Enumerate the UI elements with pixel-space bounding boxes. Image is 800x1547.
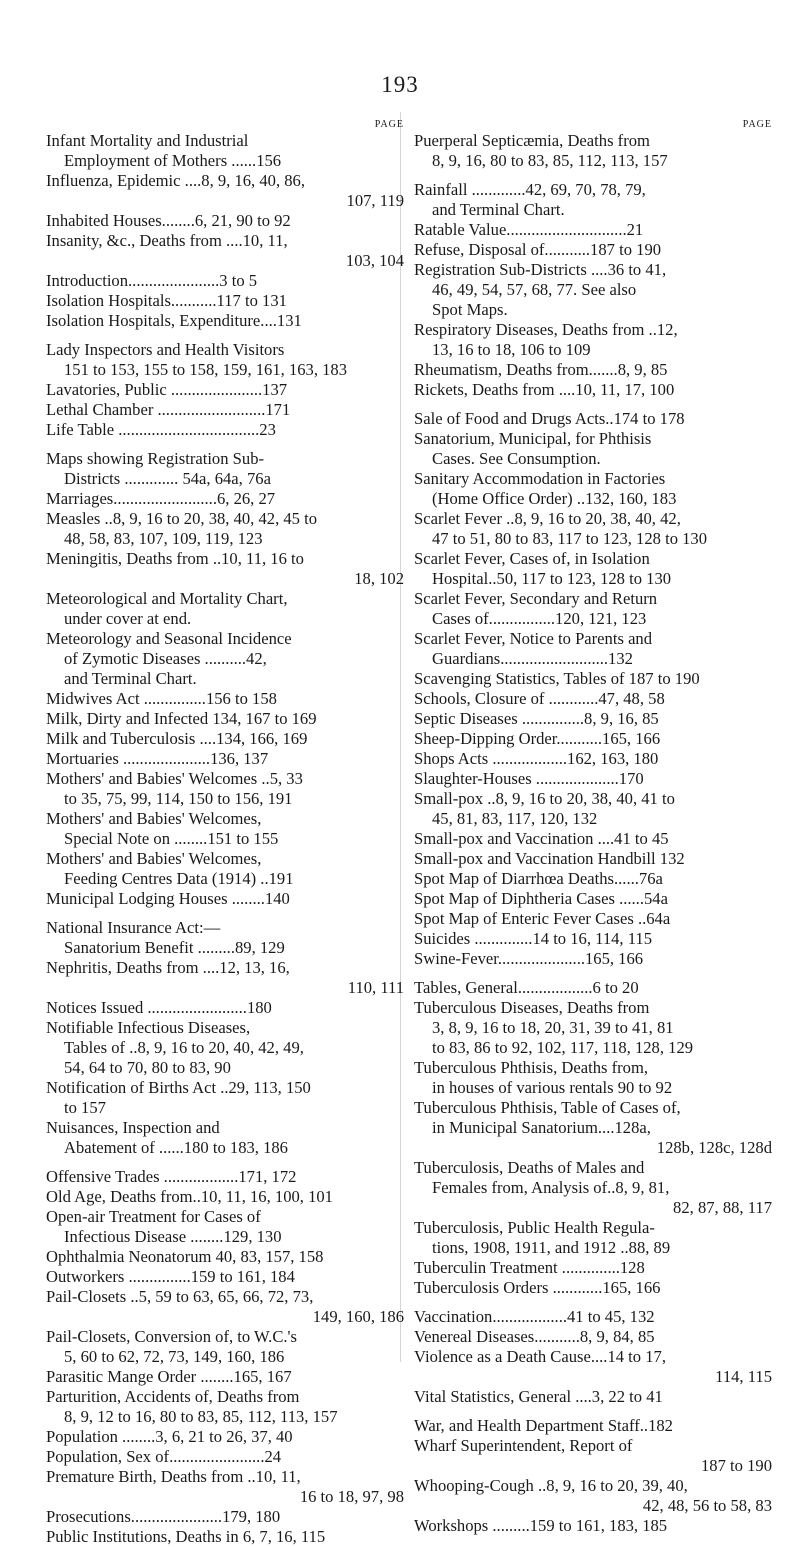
index-entry-heading: Registration Sub-Districts ....36 to 41, xyxy=(414,260,667,279)
index-entry xyxy=(414,1218,772,1258)
index-entry xyxy=(414,260,772,320)
index-entry-heading: Small-pox and Vaccination Handbill 132 xyxy=(414,849,685,868)
index-entry xyxy=(414,769,772,789)
index-entry-heading: Prosecutions......................179, 180 xyxy=(46,1507,281,1526)
index-entry-heading: Sheep-Dipping Order...........165, 166 xyxy=(414,729,661,748)
index-entry xyxy=(46,1527,404,1547)
index-entry-heading: Maps showing Registration Sub- xyxy=(46,449,265,468)
index-entry xyxy=(46,1187,404,1207)
index-entry-heading: Tuberculosis, Deaths of Males and xyxy=(414,1158,645,1177)
index-entry-heading: Slaughter-Houses ....................170 xyxy=(414,769,644,788)
page-number: 193 xyxy=(381,72,419,97)
index-entry-heading: Swine-Fever.....................165, 166 xyxy=(414,949,644,968)
index-entry xyxy=(46,958,404,998)
index-column-left xyxy=(46,118,404,1547)
index-entry-heading: Tuberculosis, Public Health Regula- xyxy=(414,1218,655,1237)
index-entry xyxy=(414,1098,772,1158)
index-entry xyxy=(414,220,772,240)
index-entry-continuation: 42, 48, 56 to 58, 83 xyxy=(642,1496,772,1515)
index-entry-continuation: and Terminal Chart. xyxy=(64,669,197,688)
index-entry xyxy=(414,1327,772,1347)
index-entry-heading: Mothers' and Babies' Welcomes, xyxy=(46,809,262,828)
index-entry-heading: Parasitic Mange Order ........165, 167 xyxy=(46,1367,292,1386)
index-entry-heading: Meteorological and Mortality Chart, xyxy=(46,589,288,608)
index-entry-heading: Vital Statistics, General ....3, 22 to 41 xyxy=(414,1387,663,1406)
index-entry xyxy=(46,809,404,849)
index-entry-heading: Workshops .........159 to 161, 183, 185 xyxy=(414,1516,668,1535)
index-entry xyxy=(46,998,404,1018)
index-entry xyxy=(414,1416,772,1436)
index-entry-heading: Refuse, Disposal of...........187 to 190 xyxy=(414,240,662,259)
index-entry-heading: Population, Sex of.......................24 xyxy=(46,1447,282,1466)
index-entry xyxy=(46,1287,404,1327)
index-entry xyxy=(46,131,404,171)
index-entry xyxy=(414,669,772,689)
index-entry-heading: Mortuaries .....................136, 137 xyxy=(46,749,269,768)
index-entry-heading: Wharf Superintendent, Report of xyxy=(414,1436,633,1455)
index-entry xyxy=(46,1118,404,1158)
index-entry-heading: Rainfall .............42, 69, 70, 78, 79, xyxy=(414,180,646,199)
index-entry-continuation: 128b, 128c, 128d xyxy=(656,1138,772,1157)
index-entry xyxy=(414,1058,772,1098)
index-entry-continuation: Tables of ..8, 9, 16 to 20, 40, 42, 49, xyxy=(64,1038,304,1057)
index-entry-continuation: Females from, Analysis of..8, 9, 81, xyxy=(432,1178,670,1197)
index-entry-continuation: Feeding Centres Data (1914) ..191 xyxy=(64,869,294,888)
index-entry xyxy=(414,629,772,669)
index-entry-heading: Old Age, Deaths from..10, 11, 16, 100, 101 xyxy=(46,1187,333,1206)
index-entry xyxy=(414,749,772,769)
index-entry xyxy=(414,1307,772,1327)
index-entry xyxy=(414,1516,772,1536)
index-entry-heading: War, and Health Department Staff..182 xyxy=(414,1416,673,1435)
index-entry xyxy=(414,1387,772,1407)
index-entry-heading: Schools, Closure of ............47, 48, 58 xyxy=(414,689,665,708)
index-entry-heading: Milk, Dirty and Infected 134, 167 to 169 xyxy=(46,709,317,728)
index-entry-continuation: in Municipal Sanatorium....128a, xyxy=(432,1118,651,1137)
index-entry-continuation: 110, 111 xyxy=(347,978,404,997)
index-entry xyxy=(46,1167,404,1187)
index-entry-heading: Vaccination..................41 to 45, 132 xyxy=(414,1307,655,1326)
index-entry-heading: Scarlet Fever, Secondary and Return xyxy=(414,589,658,608)
index-entry-heading: Rheumatism, Deaths from.......8, 9, 85 xyxy=(414,360,668,379)
index-entry xyxy=(46,629,404,689)
index-entry-heading: Isolation Hospitals, Expenditure....131 xyxy=(46,311,302,330)
index-entry xyxy=(414,509,772,549)
index-entry-continuation: Infectious Disease ........129, 130 xyxy=(64,1227,282,1246)
index-entry xyxy=(46,489,404,509)
index-entry xyxy=(414,1158,772,1218)
index-entry-continuation: 151 to 153, 155 to 158, 159, 161, 163, 183 xyxy=(64,360,348,379)
index-entry-heading: Small-pox ..8, 9, 16 to 20, 38, 40, 41 to xyxy=(414,789,675,808)
index-entry xyxy=(46,729,404,749)
index-entry-continuation: Spot Maps. xyxy=(432,300,508,319)
index-entry-heading: Public Institutions, Deaths in 6, 7, 16, 115 xyxy=(46,1527,326,1546)
index-entry-continuation: in houses of various rentals 90 to 92 xyxy=(432,1078,673,1097)
index-entry xyxy=(46,340,404,380)
index-entry-continuation: Abatement of ......180 to 183, 186 xyxy=(64,1138,288,1157)
index-entry xyxy=(414,889,772,909)
index-entry xyxy=(46,1078,404,1118)
index-entry xyxy=(46,420,404,440)
index-entry-continuation: 107, 119 xyxy=(346,191,404,210)
index-entry xyxy=(46,1018,404,1078)
index-entry-heading: Spot Map of Enteric Fever Cases ..64a xyxy=(414,909,671,928)
index-column-right xyxy=(414,118,772,1536)
index-entry-heading: Parturition, Accidents of, Deaths from xyxy=(46,1387,300,1406)
index-entry-continuation: and Terminal Chart. xyxy=(432,200,565,219)
index-entry xyxy=(414,909,772,929)
index-entry-continuation: 47 to 51, 80 to 83, 117 to 123, 128 to 130 xyxy=(432,529,708,548)
index-entry xyxy=(46,449,404,489)
index-entry-heading: Notification of Births Act ..29, 113, 150 xyxy=(46,1078,311,1097)
index-entry-continuation: under cover at end. xyxy=(64,609,192,628)
index-entry-continuation: Guardians..........................132 xyxy=(432,649,633,668)
index-entry xyxy=(46,1427,404,1447)
index-entry-continuation: 16 to 18, 97, 98 xyxy=(299,1487,404,1506)
index-entry-continuation: of Zymotic Diseases ..........42, xyxy=(64,649,267,668)
index-entry xyxy=(46,400,404,420)
index-entry-continuation: Sanatorium Benefit .........89, 129 xyxy=(64,938,285,957)
index-entry xyxy=(414,380,772,400)
index-entry xyxy=(46,1387,404,1427)
index-entry-heading: Lavatories, Public ......................137 xyxy=(46,380,288,399)
index-entry xyxy=(46,291,404,311)
index-entry xyxy=(46,1367,404,1387)
index-entry-continuation: 18, 102 xyxy=(354,569,404,588)
index-entry-continuation: 149, 160, 186 xyxy=(312,1307,404,1326)
index-entry-heading: Marriages.........................6, 26, 27 xyxy=(46,489,276,508)
index-entry-continuation: to 35, 75, 99, 114, 150 to 156, 191 xyxy=(64,789,293,808)
index-entry-heading: Ophthalmia Neonatorum 40, 83, 157, 158 xyxy=(46,1247,324,1266)
index-entry-heading: Municipal Lodging Houses ........140 xyxy=(46,889,290,908)
index-entry xyxy=(414,1258,772,1278)
index-entry xyxy=(414,829,772,849)
index-entry xyxy=(46,1327,404,1367)
page-column-heading: PAGE xyxy=(742,119,772,130)
index-entry xyxy=(414,469,772,509)
index-entry-heading: Life Table ..................................23 xyxy=(46,420,276,439)
index-entry-heading: Infant Mortality and Industrial xyxy=(46,131,249,150)
index-entry-continuation: tions, 1908, 1911, and 1912 ..88, 89 xyxy=(432,1238,671,1257)
index-entry-heading: Suicides ..............14 to 16, 114, 115 xyxy=(414,929,652,948)
index-entry-heading: Outworkers ...............159 to 161, 184 xyxy=(46,1267,295,1286)
index-entry-heading: Tuberculous Phthisis, Table of Cases of, xyxy=(414,1098,681,1117)
index-entry xyxy=(414,429,772,469)
index-entry-continuation: 114, 115 xyxy=(715,1367,772,1386)
index-entry-heading: Tables, General..................6 to 20 xyxy=(414,978,639,997)
index-entry xyxy=(414,869,772,889)
index-entry-continuation: 5, 60 to 62, 72, 73, 149, 160, 186 xyxy=(64,1347,285,1366)
index-entry xyxy=(414,998,772,1058)
index-entry xyxy=(46,509,404,549)
index-entry xyxy=(414,1436,772,1476)
index-entry xyxy=(46,171,404,211)
index-entry-heading: Ratable Value.............................21 xyxy=(414,220,644,239)
index-entry xyxy=(414,929,772,949)
index-entry xyxy=(46,380,404,400)
index-entry xyxy=(46,889,404,909)
index-entry xyxy=(414,589,772,629)
index-entry-heading: Milk and Tuberculosis ....134, 166, 169 xyxy=(46,729,308,748)
index-entry-heading: Tuberculous Phthisis, Deaths from, xyxy=(414,1058,649,1077)
index-entry-heading: Tuberculous Diseases, Deaths from xyxy=(414,998,650,1017)
index-entry xyxy=(46,1447,404,1467)
index-entry-continuation: 13, 16 to 18, 106 to 109 xyxy=(432,340,591,359)
index-entry-heading: Sale of Food and Drugs Acts..174 to 178 xyxy=(414,409,685,428)
index-entry-heading: Puerperal Septicæmia, Deaths from xyxy=(414,131,650,150)
index-entry xyxy=(46,849,404,889)
index-entry-heading: Introduction......................3 to 5 xyxy=(46,271,258,290)
index-entry xyxy=(414,849,772,869)
index-entry xyxy=(46,918,404,958)
index-entry-continuation: 3, 8, 9, 16 to 18, 20, 31, 39 to 41, 81 xyxy=(432,1018,674,1037)
index-entry xyxy=(414,1278,772,1298)
index-entry-heading: Respiratory Diseases, Deaths from ..12, xyxy=(414,320,678,339)
index-entry-heading: Septic Diseases ...............8, 9, 16, 85 xyxy=(414,709,659,728)
index-entry-heading: Whooping-Cough ..8, 9, 16 to 20, 39, 40, xyxy=(414,1476,688,1495)
index-entry-heading: Spot Map of Diphtheria Cases ......54a xyxy=(414,889,668,908)
index-entry-heading: Sanitary Accommodation in Factories xyxy=(414,469,666,488)
index-entry xyxy=(46,769,404,809)
index-entry-heading: Notifiable Infectious Diseases, xyxy=(46,1018,251,1037)
index-entry xyxy=(414,689,772,709)
index-entry-continuation: 8, 9, 16, 80 to 83, 85, 112, 113, 157 xyxy=(432,151,668,170)
index-entry-heading: Isolation Hospitals...........117 to 131 xyxy=(46,291,287,310)
index-entry xyxy=(46,749,404,769)
index-entry-heading: Insanity, &c., Deaths from ....10, 11, xyxy=(46,231,288,250)
index-entry-heading: Scarlet Fever, Notice to Parents and xyxy=(414,629,653,648)
index-entry xyxy=(46,689,404,709)
index-entry xyxy=(46,211,404,231)
index-entry xyxy=(414,409,772,429)
index-entry xyxy=(46,1467,404,1507)
index-entry xyxy=(414,360,772,380)
index-entry xyxy=(46,589,404,629)
index-entry-continuation: Cases. See Consumption. xyxy=(432,449,601,468)
index-entry-continuation: to 157 xyxy=(64,1098,106,1117)
index-entry-heading: Offensive Trades ..................171, 172 xyxy=(46,1167,297,1186)
index-entry-continuation: Hospital..50, 117 to 123, 128 to 130 xyxy=(432,569,672,588)
index-entry-heading: Spot Map of Diarrhœa Deaths......76a xyxy=(414,869,663,888)
index-entry-heading: Population ........3, 6, 21 to 26, 37, 40 xyxy=(46,1427,293,1446)
index-entry xyxy=(46,1507,404,1527)
index-entry-heading: Notices Issued ........................180 xyxy=(46,998,272,1017)
index-entry-heading: Small-pox and Vaccination ....41 to 45 xyxy=(414,829,669,848)
index-entry xyxy=(46,1207,404,1247)
index-entry-heading: Open-air Treatment for Cases of xyxy=(46,1207,261,1226)
index-entry-heading: Mothers' and Babies' Welcomes, xyxy=(46,849,262,868)
index-entry-continuation: Cases of................120, 121, 123 xyxy=(432,609,647,628)
index-entry xyxy=(414,240,772,260)
index-entry-heading: Pail-Closets ..5, 59 to 63, 65, 66, 72, 73, xyxy=(46,1287,314,1306)
index-entry xyxy=(46,709,404,729)
index-entry-continuation: 48, 58, 83, 107, 109, 119, 123 xyxy=(64,529,263,548)
index-entry-continuation: 46, 49, 54, 57, 68, 77. See also xyxy=(432,280,637,299)
index-entry xyxy=(46,271,404,291)
index-entry-continuation: (Home Office Order) ..132, 160, 183 xyxy=(432,489,677,508)
index-entry xyxy=(414,1476,772,1516)
index-entry-continuation: Districts ............. 54a, 64a, 76a xyxy=(64,469,271,488)
index-entry-heading: Mothers' and Babies' Welcomes ..5, 33 xyxy=(46,769,303,788)
index-entry-continuation: to 83, 86 to 92, 102, 117, 118, 128, 129 xyxy=(432,1038,694,1057)
index-entry xyxy=(414,729,772,749)
index-entry xyxy=(414,1347,772,1387)
index-entry-heading: Scavenging Statistics, Tables of 187 to 190 xyxy=(414,669,700,688)
index-entry-continuation: 103, 104 xyxy=(345,251,404,270)
index-entry-heading: Inhabited Houses........6, 21, 90 to 92 xyxy=(46,211,291,230)
index-entry-heading: Pail-Closets, Conversion of, to W.C.'s xyxy=(46,1327,297,1346)
index-entries xyxy=(414,131,772,1536)
index-entry xyxy=(46,1247,404,1267)
index-entry xyxy=(46,231,404,271)
index-entry-continuation: Special Note on ........151 to 155 xyxy=(64,829,279,848)
index-entry-continuation: 187 to 190 xyxy=(701,1456,772,1475)
index-entry-continuation: 54, 64 to 70, 80 to 83, 90 xyxy=(64,1058,231,1077)
index-entry xyxy=(414,320,772,360)
index-entry-heading: Meningitis, Deaths from ..10, 11, 16 to xyxy=(46,549,304,568)
index-entry-heading: National Insurance Act:— xyxy=(46,918,221,937)
index-entry xyxy=(414,549,772,589)
index-entry xyxy=(414,789,772,829)
index-entry-heading: Lady Inspectors and Health Visitors xyxy=(46,340,285,359)
index-entry-continuation: 45, 81, 83, 117, 120, 132 xyxy=(432,809,598,828)
index-entry-heading: Lethal Chamber ..........................171 xyxy=(46,400,291,419)
index-entry-heading: Tuberculin Treatment ..............128 xyxy=(414,1258,645,1277)
index-entry xyxy=(414,978,772,998)
index-entry-heading: Venereal Diseases...........8, 9, 84, 85 xyxy=(414,1327,655,1346)
index-entry-heading: Nephritis, Deaths from ....12, 13, 16, xyxy=(46,958,290,977)
index-entry xyxy=(46,311,404,331)
index-entry-heading: Measles ..8, 9, 16 to 20, 38, 40, 42, 45 to xyxy=(46,509,318,528)
index-entry-heading: Premature Birth, Deaths from ..10, 11, xyxy=(46,1467,301,1486)
index-entry-continuation: 8, 9, 12 to 16, 80 to 83, 85, 112, 113, 157 xyxy=(64,1407,338,1426)
index-entry-heading: Influenza, Epidemic ....8, 9, 16, 40, 86, xyxy=(46,171,305,190)
index-entry-heading: Rickets, Deaths from ....10, 11, 17, 100 xyxy=(414,380,675,399)
index-entry-heading: Tuberculosis Orders ............165, 166 xyxy=(414,1278,661,1297)
index-entry-heading: Violence as a Death Cause....14 to 17, xyxy=(414,1347,666,1366)
index-entry-heading: Shops Acts ..................162, 163, 180 xyxy=(414,749,659,768)
index-entry-heading: Meteorology and Seasonal Incidence xyxy=(46,629,292,648)
index-entry-heading: Scarlet Fever ..8, 9, 16 to 20, 38, 40, 42, xyxy=(414,509,681,528)
index-entry xyxy=(414,949,772,969)
index-entry xyxy=(414,180,772,220)
index-entry xyxy=(414,709,772,729)
page-column-heading: PAGE xyxy=(374,119,404,130)
index-entry-heading: Nuisances, Inspection and xyxy=(46,1118,220,1137)
index-entry-heading: Midwives Act ...............156 to 158 xyxy=(46,689,277,708)
index-entry-heading: Sanatorium, Municipal, for Phthisis xyxy=(414,429,652,448)
index-entry-continuation: 82, 87, 88, 117 xyxy=(673,1198,772,1217)
index-entries xyxy=(46,131,404,1547)
index-entry-continuation: Employment of Mothers ......156 xyxy=(64,151,282,170)
index-entry-heading: Scarlet Fever, Cases of, in Isolation xyxy=(414,549,650,568)
index-entry xyxy=(46,549,404,589)
index-entry xyxy=(46,1267,404,1287)
index-entry xyxy=(414,131,772,171)
